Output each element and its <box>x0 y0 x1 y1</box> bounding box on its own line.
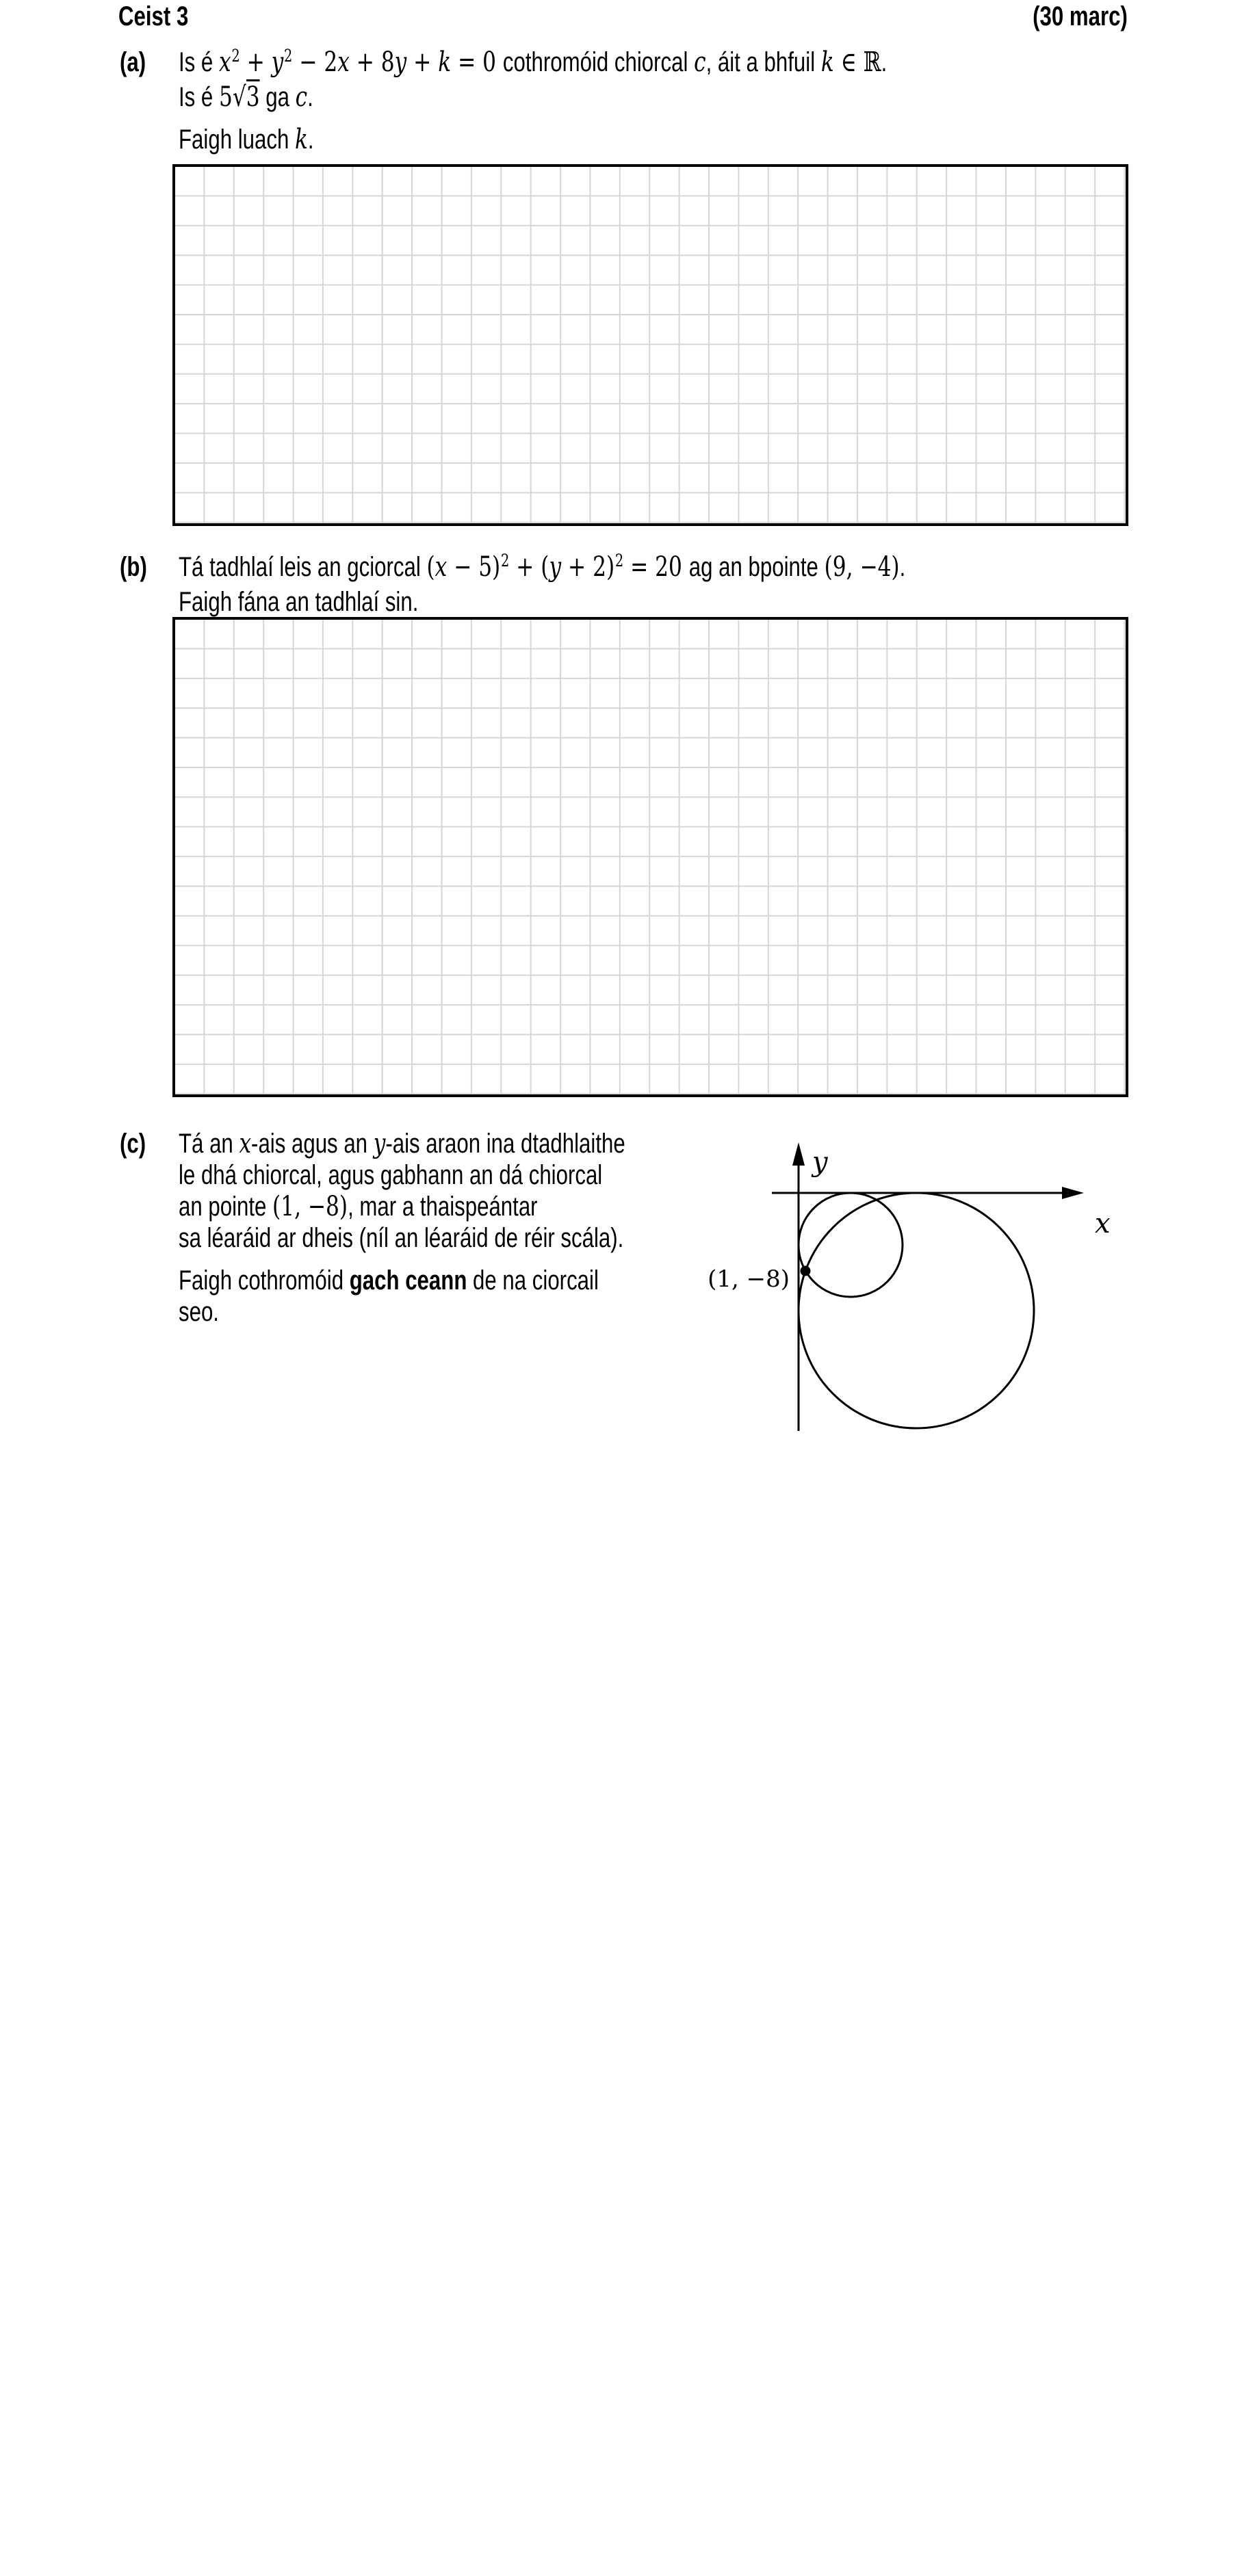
circles-diagram <box>691 1122 1129 1443</box>
small-circle <box>799 1193 903 1297</box>
question-number: Ceist 3 <box>118 1 189 31</box>
part-c-line3: an pointe (1, −8), mar a thaispeántar <box>179 1191 538 1222</box>
point-label: (1, −8) <box>708 1265 790 1293</box>
part-c-line6: seo. <box>179 1297 219 1327</box>
part-b-line1: Tá tadhlaí leis an gciorcal $(x - 5)^2 + (y + 2)^2 = 20$ ag an bpointe (9, −4). <box>179 551 906 583</box>
answer-grid-b <box>172 617 1128 1097</box>
y-axis-label: y <box>812 1146 828 1178</box>
part-c-line2: le dhá chiorcal, agus gabhann an dá chiorcal <box>179 1160 603 1190</box>
part-c-line4: sa léaráid ar dheis (níl an léaráid de réir scála). <box>179 1223 624 1253</box>
part-a-line2: Is é 5√3 ga c. <box>179 81 887 113</box>
part-c-label: (c) <box>120 1129 146 1159</box>
part-c-line5: Faigh cothromóid gach ceann de na ciorcail <box>179 1265 599 1296</box>
tangency-point-dot <box>801 1266 811 1276</box>
x-axis-label: x <box>1095 1208 1111 1239</box>
part-c-line1: Tá an x-ais agus an y-ais araon ina dtadhlaithe <box>179 1128 625 1159</box>
x-axis-arrow-icon <box>1062 1187 1084 1199</box>
part-a-line3: Faigh luach k. <box>179 124 314 155</box>
part-a-text <box>179 47 1087 155</box>
part-c-text <box>179 1128 751 1328</box>
marks-label: (30 marc) <box>1033 1 1128 31</box>
y-axis-arrow-icon <box>792 1142 805 1166</box>
part-b-line2: Faigh fána an tadhlaí sin. <box>179 587 419 617</box>
large-circle <box>799 1193 1034 1428</box>
part-b-text <box>179 551 1111 618</box>
part-a-line1: Is é $x^2 + y^2 - 2x + 8y + k = 0$ cothromóid chiorcal c, áit a bhfuil k ∈ ℝ. <box>179 46 887 78</box>
part-a-label: (a) <box>120 47 146 77</box>
answer-grid-a <box>172 164 1128 526</box>
part-b-label: (b) <box>120 552 147 582</box>
